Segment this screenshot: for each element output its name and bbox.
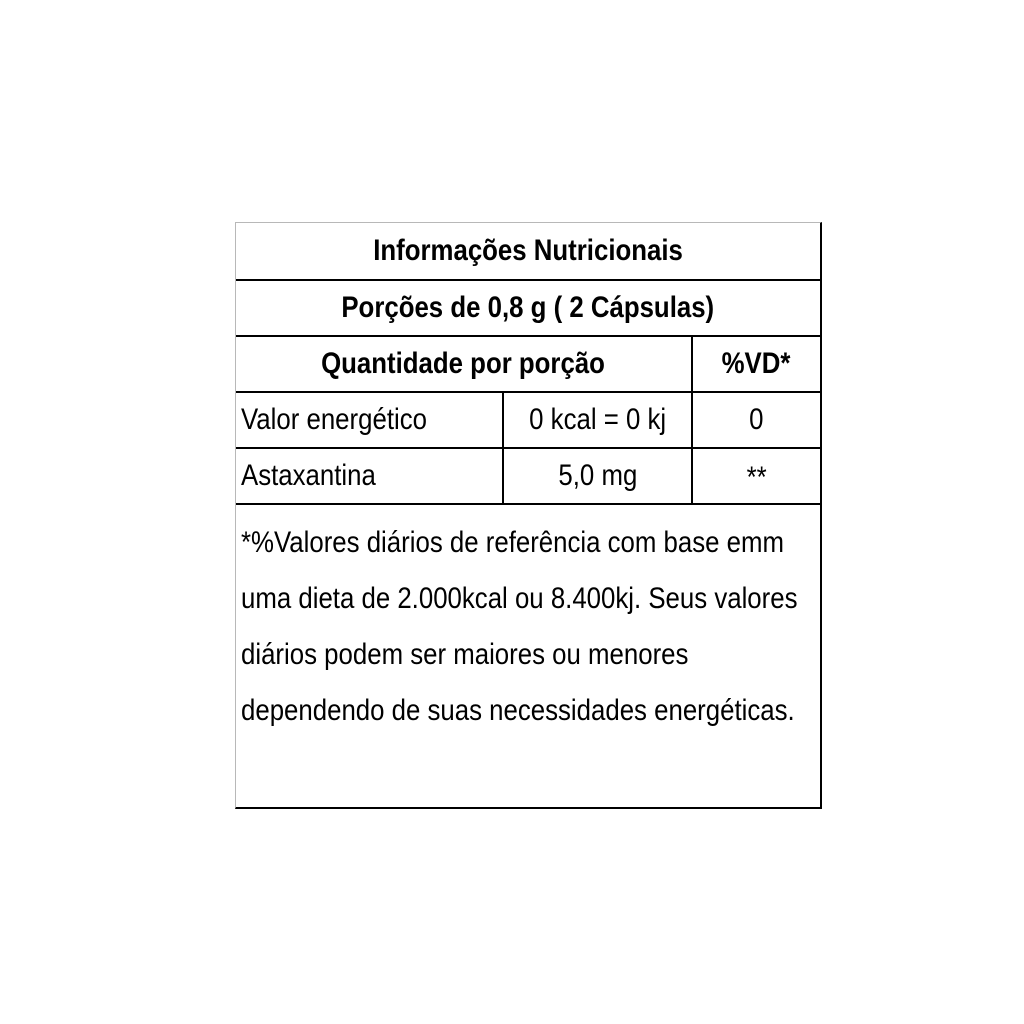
quantity-header: Quantidade por porção (321, 347, 606, 380)
nutrient-vd-cell (693, 449, 820, 503)
table-title-row (236, 223, 820, 281)
table-title: Informações Nutricionais (373, 234, 683, 267)
nutrition-facts-table (235, 222, 822, 809)
table-row (236, 393, 820, 449)
table-title-cell (236, 223, 820, 279)
nutrient-value: 0 kcal = 0 kj (529, 403, 666, 436)
quantity-header-cell (236, 337, 693, 391)
nutrient-value: 5,0 mg (558, 459, 637, 492)
nutrient-name-cell (236, 449, 504, 503)
nutrient-vd-cell (693, 393, 820, 447)
portion-label: Porções de 0,8 g ( 2 Cápsulas) (341, 291, 715, 324)
vd-header-cell (693, 337, 820, 391)
column-header-row (236, 337, 820, 393)
footnote-text: *%Valores diários de referência com base emm uma dieta de 2.000kcal ou 8.400kj. Seus valores diários podem ser maiores ou menores dependendo de suas necessidades energéticas. (241, 526, 798, 727)
table-row (236, 449, 820, 505)
nutrient-value-cell (504, 449, 693, 503)
vd-header: %VD* (722, 347, 791, 380)
nutrient-name: Astaxantina (241, 459, 376, 492)
nutrient-value-cell (504, 393, 693, 447)
nutrient-name-cell (236, 393, 504, 447)
nutrient-vd: ** (746, 461, 767, 494)
nutrient-name: Valor energético (241, 403, 427, 436)
portion-row (236, 281, 820, 337)
portion-cell (236, 281, 820, 335)
footnote-row (236, 505, 820, 807)
nutrient-vd: 0 (749, 403, 764, 436)
